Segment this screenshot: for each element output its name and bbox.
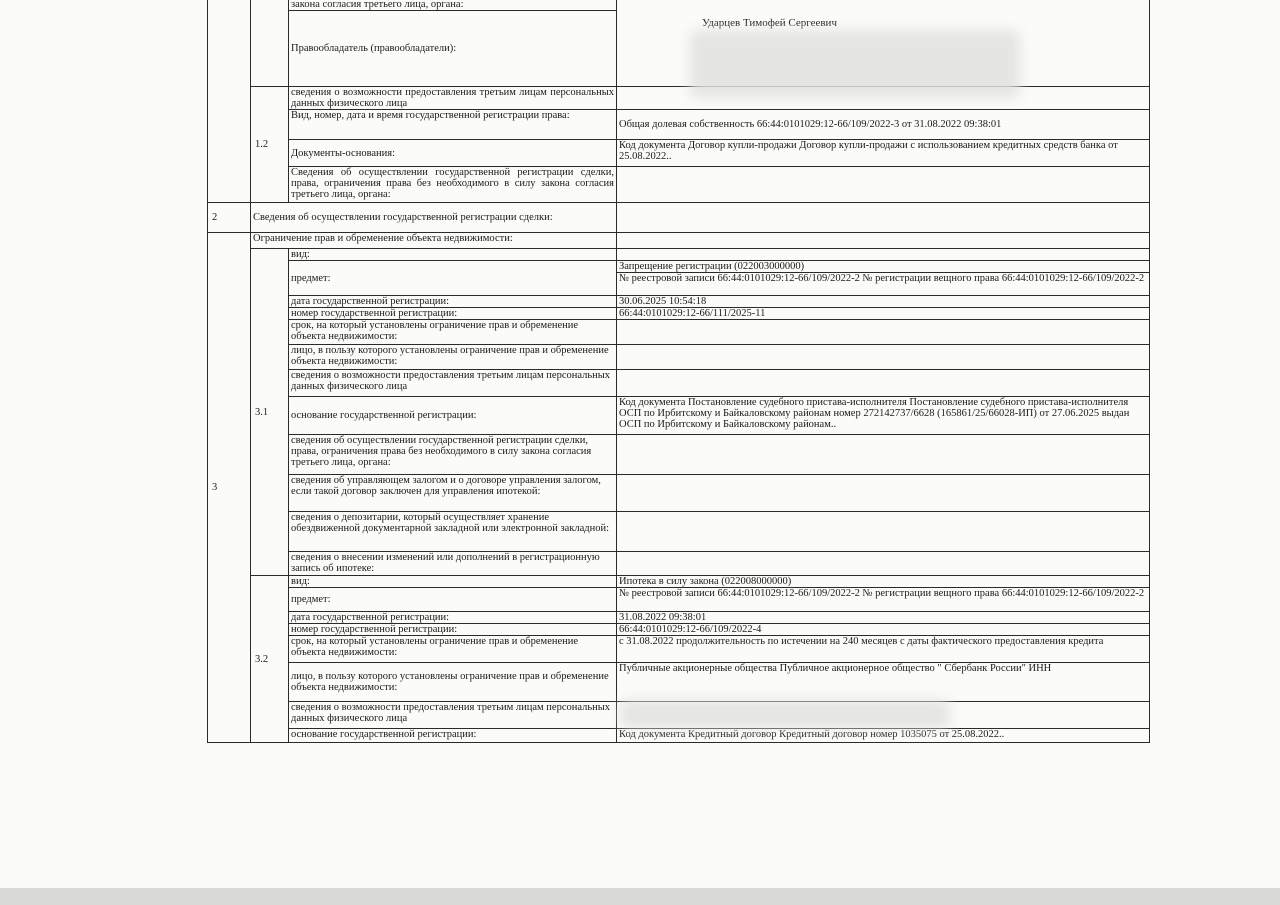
section-3-num: 3 (208, 233, 251, 743)
s31-basis-value: Код документа Постановление судебного пристава-исполнителя Постановление судебного пристава-исполнителя ОСП по Ирбитскому и Байкаловскому районам номер 272142737/6628 (165861/25/66028-ИП) от 27.06.2025 выдан ОСП по Ирбитскому и Байкаловскому районам.. (617, 397, 1150, 435)
s31-depo-label: сведения о депозитарии, который осуществляет хранение обездвиженной документарной закладной или электронной закладной: (289, 512, 617, 552)
s31-depo-value (617, 512, 1150, 552)
redaction-blur-owner (690, 30, 1020, 98)
s31-basis-label: основание государственной регистрации: (289, 397, 617, 435)
s32-date-label: дата государственной регистрации: (289, 612, 617, 624)
s31-changes-value (617, 552, 1150, 576)
s31-term-label: срок, на который установлены ограничение прав и обременение объекта недвижимости: (289, 320, 617, 345)
s31-vid-value-cell (617, 249, 1150, 261)
s12-docs-value: Код документа Договор купли-продажи Договор купли-продажи с использованием кредитных средств банка от 25.08.2022.. (617, 140, 1150, 167)
s31-personal-label: сведения о возможности предоставления третьим лицам персональных данных физического лица (289, 370, 617, 397)
s12-type-label: Вид, номер, дата и время государственной регистрации права: (289, 110, 617, 140)
s12-docs-label: Документы-основания: (289, 140, 617, 167)
s31-subj-value: № реестровой записи 66:44:0101029:12-66/109/2022-2 № регистрации вещного права 66:44:0101029:12-66/109/2022-2 (617, 273, 1150, 296)
s31-date-label: дата государственной регистрации: (289, 296, 617, 308)
section-2-label: Сведения об осуществлении государственной регистрации сделки: (251, 203, 617, 233)
s32-date-value: 31.08.2022 09:38:01 (617, 612, 1150, 624)
s31-term-value (617, 320, 1150, 345)
row-1-num-cell (208, 0, 251, 203)
s12-deal-label: Сведения об осуществлении государственной регистрации сделки, права, ограничения права без необходимого в силу закона согласия третьего лица, органа: (289, 167, 617, 203)
s31-vid-value: Запрещение регистрации (022003000000) (617, 261, 1150, 273)
s32-personal-label: сведения о возможности предоставления третьим лицам персональных данных физического лица (289, 702, 617, 729)
subsection-1-1-num (251, 0, 289, 87)
s32-regnum-value: 66:44:0101029:12-66/109/2022-4 (617, 624, 1150, 636)
redaction-blur-inn (620, 700, 950, 728)
s31-changes-label: сведения о внесении изменений или дополнений в регистрационную запись об ипотеке: (289, 552, 617, 576)
s32-regnum-label: номер государственной регистрации: (289, 624, 617, 636)
s31-person-value (617, 345, 1150, 370)
s12-personal-label: сведения о возможности предоставления третьим лицам персональных данных физического лица (289, 87, 617, 110)
scanner-edge (0, 888, 1280, 905)
section-2-num: 2 (208, 203, 251, 233)
egrn-extract-table (207, 0, 1150, 743)
s31-subj-label: предмет: (289, 261, 617, 296)
s31-date-value: 30.06.2025 10:54:18 (617, 296, 1150, 308)
s31-deal-value (617, 435, 1150, 475)
s31-vid-label: вид: (289, 249, 617, 261)
s32-subj-value: № реестровой записи 66:44:0101029:12-66/109/2022-2 № регистрации вещного права 66:44:0101029:12-66/109/2022-2 (617, 588, 1150, 612)
s32-vid-value: Ипотека в силу закона (022008000000) (617, 576, 1150, 588)
section-3-value (617, 233, 1150, 249)
subsection-3-1-num: 3.1 (251, 249, 289, 576)
section-2-value (617, 203, 1150, 233)
s31-personal-value (617, 370, 1150, 397)
section-3-label: Ограничение прав и обременение объекта недвижимости: (251, 233, 617, 249)
s32-term-value: с 31.08.2022 продолжительность по истечении на 240 месяцев с даты фактического предоставления кредита (617, 636, 1150, 663)
s32-vid-label: вид: (289, 576, 617, 588)
subsection-1-2-num: 1.2 (251, 87, 289, 203)
owner-label: Правообладатель (правообладатели): (289, 11, 617, 87)
s31-deal-label: сведения об осуществлении государственной регистрации сделки, права, ограничения права без необходимого в силу закона согласия третьего лица, органа: (289, 435, 617, 475)
top-tail-label: закона согласия третьего лица, органа: (289, 0, 617, 11)
subsection-3-2-num: 3.2 (251, 576, 289, 743)
s12-type-value: Общая долевая собственность 66:44:0101029:12-66/109/2022-3 от 31.08.2022 09:38:01 (617, 110, 1150, 140)
owner-name: Ударцев Тимофей Сергеевич (702, 17, 837, 29)
s32-person-label: лицо, в пользу которого установлены ограничение прав и обременение объекта недвижимости: (289, 663, 617, 702)
s31-manager-value (617, 475, 1150, 512)
s12-deal-value (617, 167, 1150, 203)
s31-regnum-label: номер государственной регистрации: (289, 308, 617, 320)
s32-basis-label: основание государственной регистрации: (289, 729, 617, 743)
s31-person-label: лицо, в пользу которого установлены ограничение прав и обременение объекта недвижимости: (289, 345, 617, 370)
s31-regnum-value: 66:44:0101029:12-66/111/2025-11 (617, 308, 1150, 320)
s32-person-value: Публичные акционерные общества Публичное акционерное общество " Сбербанк России" ИНН (617, 663, 1150, 702)
s32-basis-value: Код документа Кредитный договор Кредитный договор номер 1035075 от 25.08.2022.. (617, 729, 1150, 743)
s32-term-label: срок, на который установлены ограничение прав и обременение объекта недвижимости: (289, 636, 617, 663)
s32-subj-label: предмет: (289, 588, 617, 612)
s31-manager-label: сведения об управляющем залогом и о договоре управления залогом, если такой договор заключен для управления ипотекой: (289, 475, 617, 512)
